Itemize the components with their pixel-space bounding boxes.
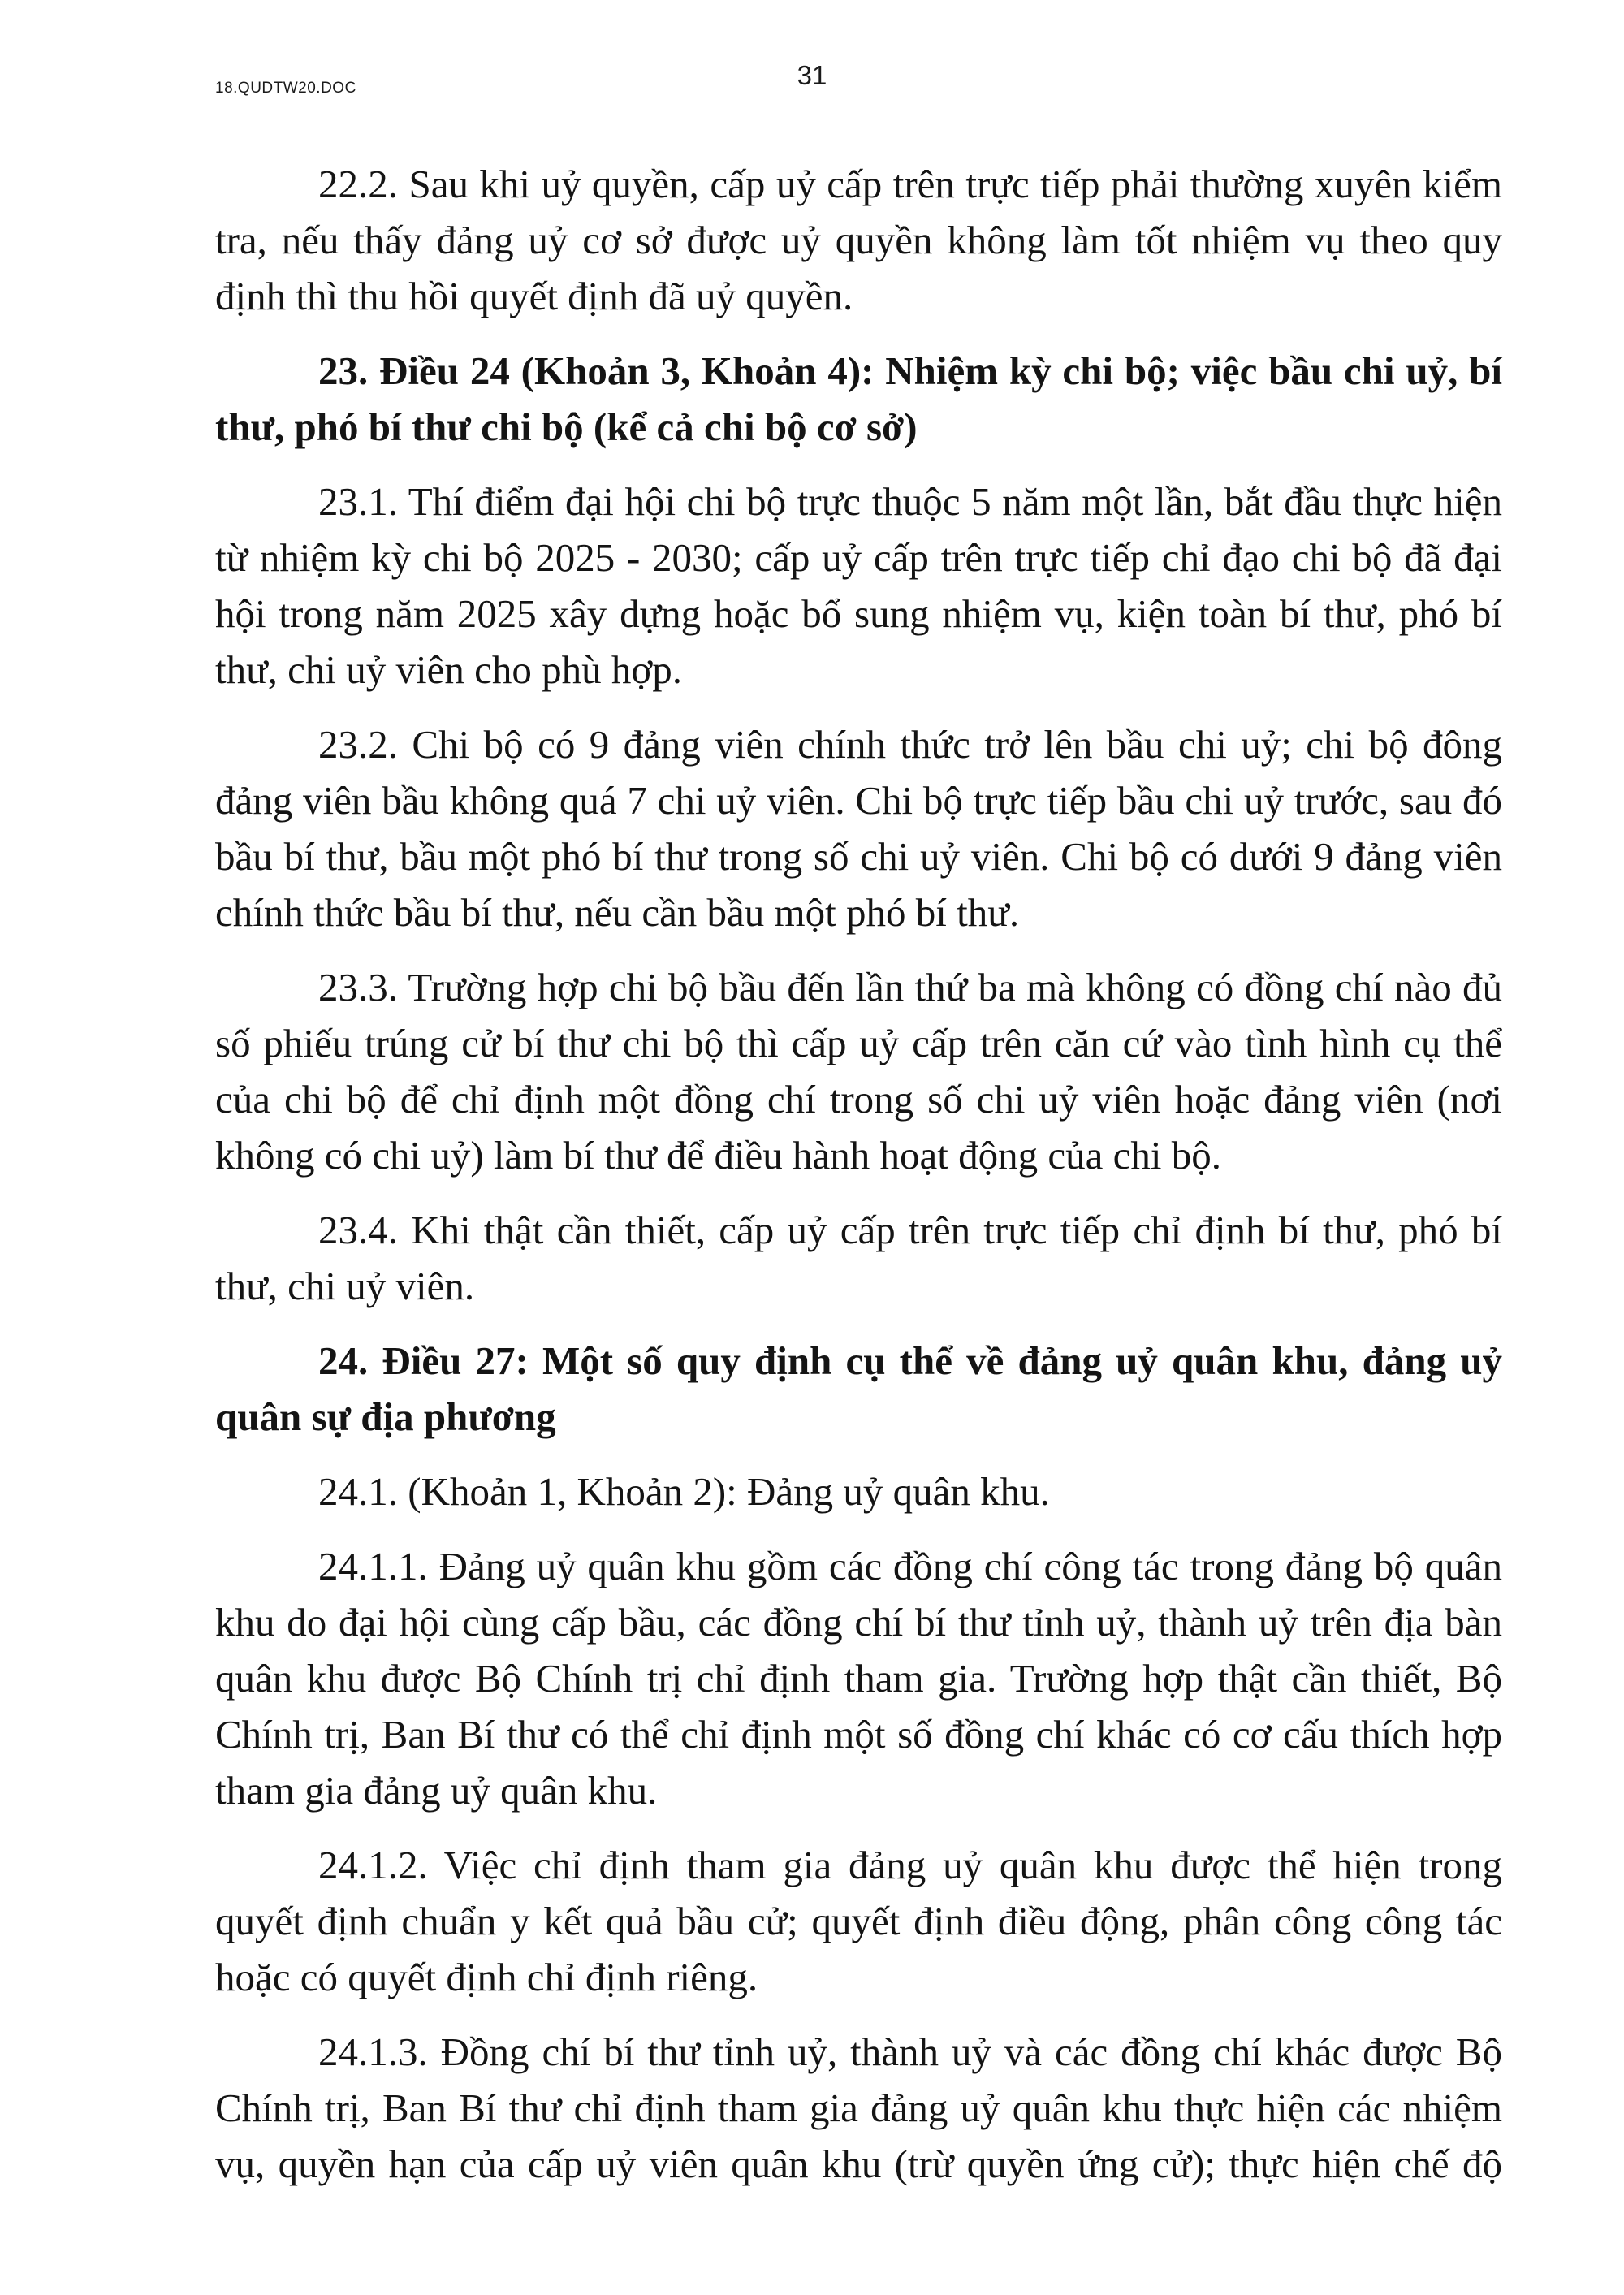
paragraph-24-1 xyxy=(215,1463,1502,1519)
paragraph-24-1-3 xyxy=(215,2024,1502,2192)
text-line: thư, chi uỷ viên cho phù hợp. xyxy=(215,647,683,692)
text-line: từ nhiệm kỳ chi bộ 2025 - 2030; cấp uỷ cấp trên trực tiếp chỉ đạo chi bộ đã đại xyxy=(215,535,1502,580)
text-line: số phiếu trúng cử bí thư chi bộ thì cấp uỷ cấp trên căn cứ vào tình hình cụ thể xyxy=(215,1021,1502,1065)
text-line: Chính trị, Ban Bí thư chỉ định tham gia đảng uỷ quân khu thực hiện các nhiệm xyxy=(215,2085,1502,2130)
text-line: 24.1. (Khoản 1, Khoản 2): Đảng uỷ quân khu. xyxy=(318,1469,1050,1514)
text-line: của chi bộ để chỉ định một đồng chí trong số chi uỷ viên hoặc đảng viên (nơi xyxy=(215,1077,1502,1122)
text-line: quyết định chuẩn y kết quả bầu cử; quyết định điều động, phân công công tác xyxy=(215,1899,1502,1943)
text-line: Chính trị, Ban Bí thư có thể chỉ định một số đồng chí khác có cơ cấu thích hợp xyxy=(215,1712,1502,1757)
text-line: 23.2. Chi bộ có 9 đảng viên chính thức trở lên bầu chi uỷ; chi bộ đông xyxy=(318,722,1502,767)
text-line: 24.1.3. Đồng chí bí thư tỉnh uỷ, thành uỷ và các đồng chí khác được Bộ xyxy=(318,2029,1502,2074)
text-line: tham gia đảng uỷ quân khu. xyxy=(215,1768,658,1813)
text-line: 23.1. Thí điểm đại hội chi bộ trực thuộc 5 năm một lần, bắt đầu thực hiện xyxy=(318,479,1502,524)
paragraph-24-1-2 xyxy=(215,1837,1502,2005)
text-line: khu do đại hội cùng cấp bầu, các đồng chí bí thư tỉnh uỷ, thành uỷ trên địa bàn xyxy=(215,1600,1502,1645)
text-line: quân khu được Bộ Chính trị chỉ định tham gia. Trường hợp thật cần thiết, Bộ xyxy=(215,1656,1502,1701)
text-line: đảng viên bầu không quá 7 chi uỷ viên. Chi bộ trực tiếp bầu chi uỷ trước, sau đó xyxy=(215,778,1502,823)
text-line: chính thức bầu bí thư, nếu cần bầu một phó bí thư. xyxy=(215,890,1020,935)
paragraph-24-1-1 xyxy=(215,1538,1502,1818)
text-line: bầu bí thư, bầu một phó bí thư trong số chi uỷ viên. Chi bộ có dưới 9 đảng viên xyxy=(215,834,1502,879)
paragraph-23-2 xyxy=(215,716,1502,940)
document-body xyxy=(215,156,1502,2211)
text-line: 24.1.1. Đảng uỷ quân khu gồm các đồng chí công tác trong đảng bộ quân xyxy=(318,1544,1502,1588)
text-line: định thì thu hồi quyết định đã uỷ quyền. xyxy=(215,274,853,318)
heading-line: 24. Điều 27: Một số quy định cụ thể về đảng uỷ quân khu, đảng uỷ xyxy=(318,1338,1502,1383)
text-line: vụ, quyền hạn của cấp uỷ viên quân khu (trừ quyền ứng cử); thực hiện chế độ xyxy=(215,2142,1502,2186)
text-line: tra, nếu thấy đảng uỷ cơ sở được uỷ quyền không làm tốt nhiệm vụ theo quy xyxy=(215,218,1502,262)
paragraph-22-2 xyxy=(215,156,1502,324)
paragraph-23-3 xyxy=(215,959,1502,1183)
paragraph-23-4 xyxy=(215,1202,1502,1314)
text-line: 22.2. Sau khi uỷ quyền, cấp uỷ cấp trên trực tiếp phải thường xuyên kiểm xyxy=(318,162,1502,206)
heading-line: thư, phó bí thư chi bộ (kể cả chi bộ cơ sở) xyxy=(215,404,918,449)
text-line: 23.3. Trường hợp chi bộ bầu đến lần thứ ba mà không có đồng chí nào đủ xyxy=(318,965,1502,1009)
text-line: không có chi uỷ) làm bí thư để điều hành hoạt động của chi bộ. xyxy=(215,1133,1222,1178)
document-file-name: 18.QUDTW20.DOC xyxy=(215,80,356,97)
section-heading-23 xyxy=(215,343,1502,455)
text-line: hội trong năm 2025 xây dựng hoặc bổ sung nhiệm vụ, kiện toàn bí thư, phó bí xyxy=(215,591,1502,636)
section-heading-24 xyxy=(215,1333,1502,1445)
paragraph-23-1 xyxy=(215,473,1502,698)
heading-line: 23. Điều 24 (Khoản 3, Khoản 4): Nhiệm kỳ chi bộ; việc bầu chi uỷ, bí xyxy=(318,348,1502,393)
text-line: thư, chi uỷ viên. xyxy=(215,1264,475,1308)
text-line: 23.4. Khi thật cần thiết, cấp uỷ cấp trên trực tiếp chỉ định bí thư, phó bí xyxy=(318,1208,1502,1252)
page-number: 31 xyxy=(797,60,827,90)
text-line: hoặc có quyết định chỉ định riêng. xyxy=(215,1955,758,1999)
text-line: 24.1.2. Việc chỉ định tham gia đảng uỷ quân khu được thể hiện trong xyxy=(318,1843,1502,1887)
heading-line: quân sự địa phương xyxy=(215,1394,556,1439)
